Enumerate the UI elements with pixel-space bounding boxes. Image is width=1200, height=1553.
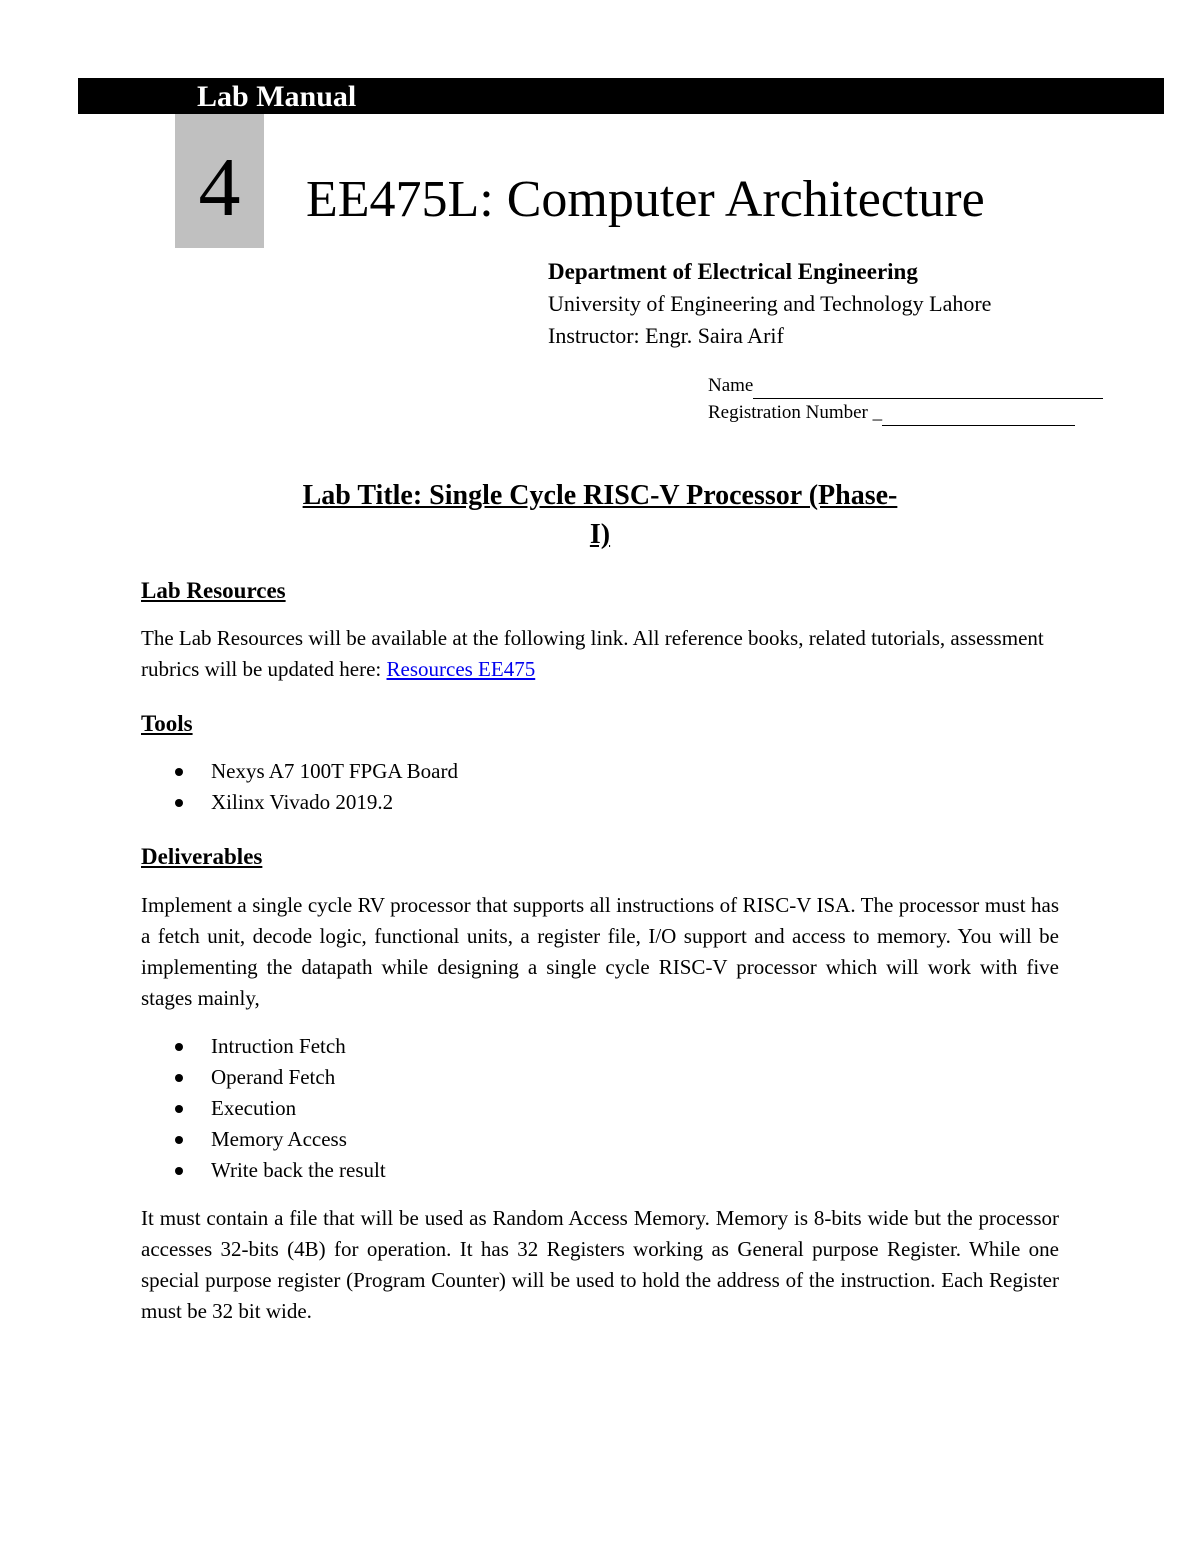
- deliverables-heading: Deliverables: [141, 844, 263, 869]
- bullet-icon: [175, 1167, 183, 1175]
- lab-number: 4: [198, 141, 241, 234]
- bullet-icon: [175, 1043, 183, 1051]
- bullet-icon: [175, 1136, 183, 1144]
- student-info-form: [708, 372, 1103, 426]
- registration-label: Registration Number _: [708, 402, 883, 423]
- lab-resources-paragraph: [141, 623, 1059, 685]
- bullet-icon: [175, 1074, 183, 1082]
- department-name: Department of Electrical Engineering: [548, 259, 918, 284]
- stages-list: [141, 1031, 1059, 1186]
- list-item: Nexys A7 100T FPGA Board: [141, 756, 1059, 787]
- list-item: Write back the result: [141, 1155, 1059, 1186]
- name-label: Name: [708, 375, 754, 396]
- header-label: Lab Manual: [197, 80, 357, 113]
- bullet-icon: [175, 1105, 183, 1113]
- bullet-icon: [175, 799, 183, 807]
- list-item: Execution: [141, 1093, 1059, 1124]
- list-item: Intruction Fetch: [141, 1031, 1059, 1062]
- list-item: Memory Access: [141, 1124, 1059, 1155]
- main-content: [141, 574, 1059, 1327]
- registration-row: [708, 399, 1103, 426]
- university-name: University of Engineering and Technology Lahore: [548, 291, 992, 316]
- tools-heading: Tools: [141, 711, 193, 736]
- lab-resources-text: The Lab Resources will be available at the following link. All reference books, related tutorials, assessment rubrics will be updated here:: [141, 626, 1044, 681]
- course-title: EE475L: Computer Architecture: [306, 171, 985, 228]
- name-field[interactable]: [753, 380, 1103, 399]
- lab-title-line-2: I): [589, 519, 611, 550]
- lab-resources-heading: Lab Resources: [141, 578, 286, 603]
- list-item: Operand Fetch: [141, 1062, 1059, 1093]
- name-row: [708, 372, 1103, 399]
- department-block: [548, 256, 991, 352]
- instructor-name: Instructor: Engr. Saira Arif: [548, 323, 784, 348]
- registration-field[interactable]: [882, 407, 1075, 426]
- deliverables-intro: Implement a single cycle RV processor that supports all instructions of RISC-V ISA. The processor must has a fetch unit, decode logic, functional units, a register file, I/O support and access to memory. You will be implementing the datapath while designing a single cycle RISC-V processor which will work with five stages mainly,: [141, 893, 1059, 1010]
- lab-title: [240, 476, 960, 554]
- bullet-icon: [175, 768, 183, 776]
- lab-title-line-1: Lab Title: Single Cycle RISC-V Processor (Phase-: [302, 480, 898, 511]
- resources-link[interactable]: Resources EE475: [386, 657, 536, 681]
- memory-paragraph: It must contain a file that will be used as Random Access Memory. Memory is 8-bits wide but the processor accesses 32-bits (4B) for operation. It has 32 Registers working as General purpose Register. While one special purpose register (Program Counter) will be used to hold the address of the instruction. Each Register must be 32 bit wide.: [141, 1206, 1059, 1323]
- tools-list: [141, 756, 1059, 818]
- list-item: Xilinx Vivado 2019.2: [141, 787, 1059, 818]
